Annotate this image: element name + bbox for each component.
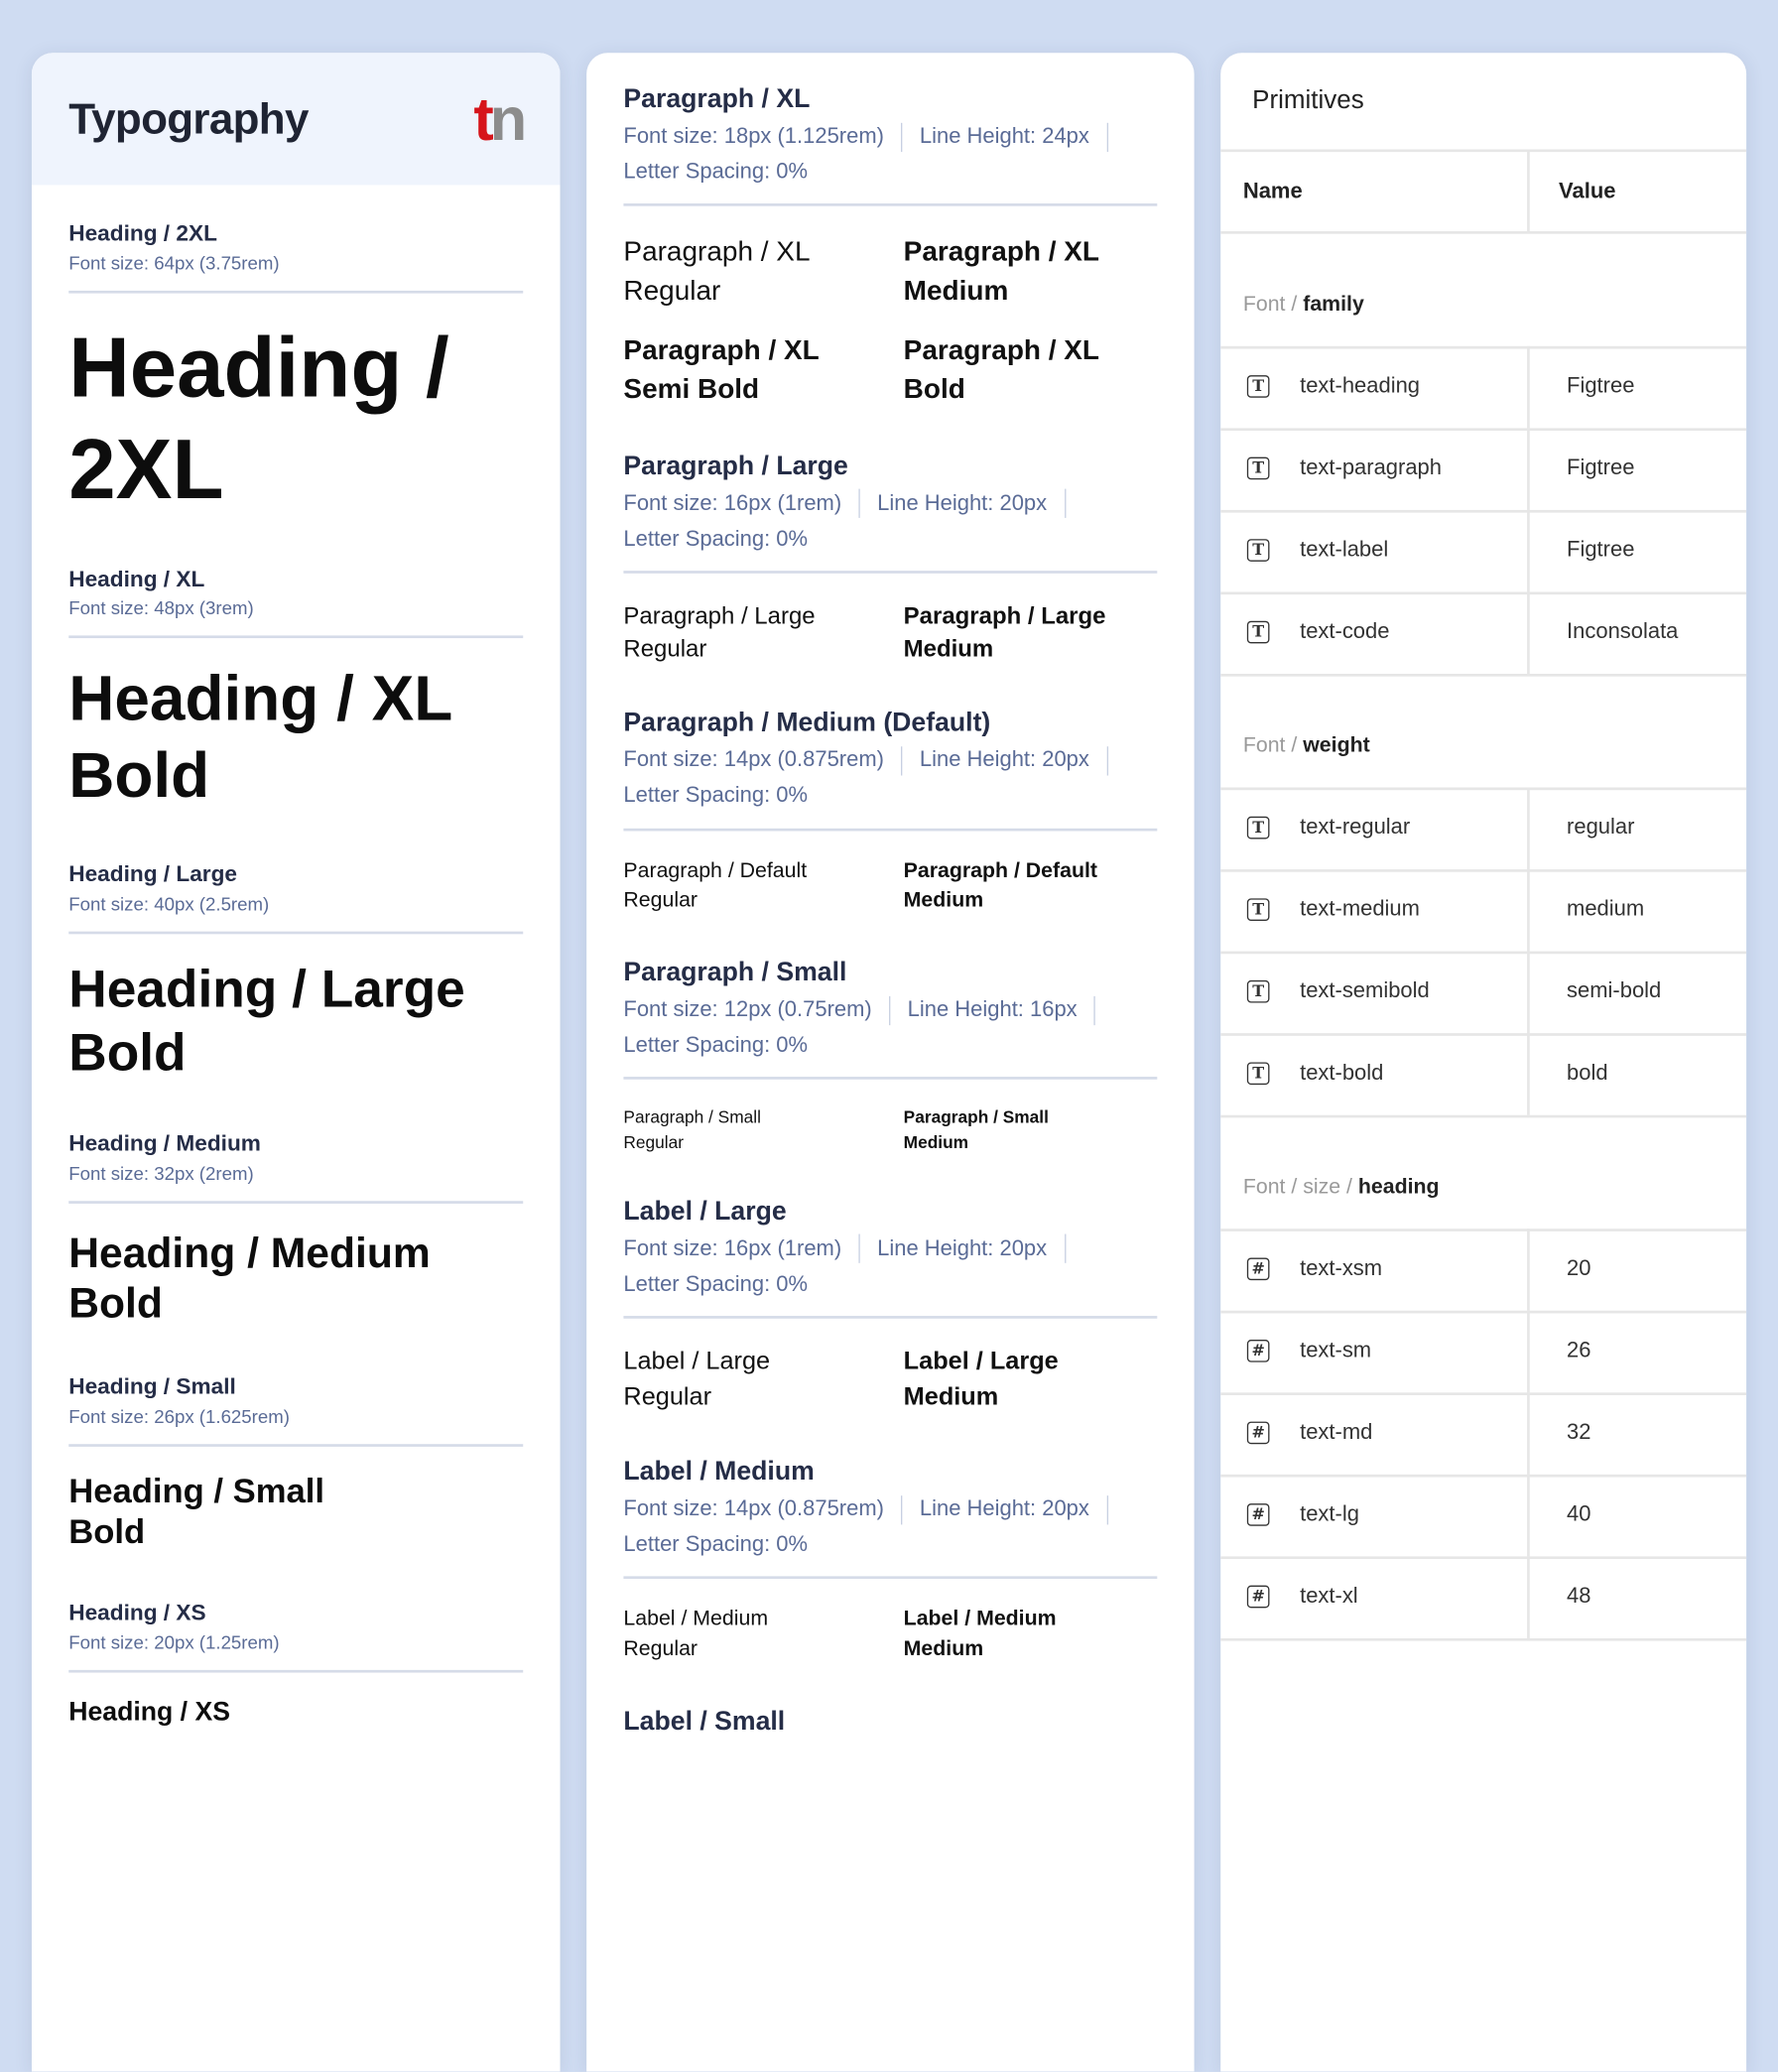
type-sample <box>904 856 1158 916</box>
divider <box>68 636 523 639</box>
row-value: 40 <box>1567 1501 1591 1526</box>
divider <box>1220 231 1746 234</box>
divider <box>1220 1115 1746 1118</box>
sample-line: Paragraph / Small <box>903 1107 1049 1128</box>
column-divider <box>1527 151 1530 233</box>
meta-item: Line Height: 20px <box>919 1496 1089 1521</box>
meta-item: Letter Spacing: 0% <box>623 784 809 809</box>
sample-line: Medium <box>903 1382 999 1411</box>
heading-sample-text: Heading / XL <box>68 665 453 735</box>
meta-item: Line Height: 20px <box>877 1235 1048 1260</box>
group-name: heading <box>1357 1175 1440 1199</box>
group-prefix: Font / size / <box>1242 1175 1358 1199</box>
heading-sample-text: Bold <box>68 1023 187 1082</box>
type-sample <box>623 599 877 666</box>
text-type-icon: T <box>1247 1062 1270 1085</box>
meta-item: Letter Spacing: 0% <box>623 1272 809 1297</box>
group-name: weight <box>1303 734 1370 757</box>
divider <box>68 291 523 294</box>
column-divider <box>1527 869 1530 952</box>
type-samples <box>623 1345 1157 1415</box>
meta-separator <box>1106 122 1107 151</box>
divider <box>68 1669 523 1672</box>
number-type-icon: # <box>1247 1340 1270 1362</box>
type-sample <box>623 331 877 409</box>
heading-style-meta: Font size: 64px (3.75rem) <box>68 252 280 274</box>
heading-style-meta: Font size: 32px (2rem) <box>68 1162 254 1184</box>
sample-line: Paragraph / XL <box>903 236 1100 268</box>
heading-style-block <box>68 1373 523 1553</box>
group-label <box>1243 294 1364 318</box>
meta-separator <box>901 746 902 775</box>
divider <box>68 1201 523 1204</box>
group-prefix: Font / <box>1242 734 1304 757</box>
table-row[interactable] <box>1220 1392 1746 1475</box>
type-style-section <box>623 82 1157 410</box>
column-divider <box>1527 1392 1530 1475</box>
row-name: text-label <box>1300 537 1389 562</box>
brand-logo <box>473 83 523 155</box>
meta-separator <box>1106 1495 1107 1524</box>
row-name: text-code <box>1300 619 1390 644</box>
row-name: text-medium <box>1300 897 1420 921</box>
meta-separator <box>858 489 859 518</box>
type-style-section <box>623 449 1157 666</box>
type-samples <box>623 599 1157 666</box>
row-value: 20 <box>1567 1256 1591 1281</box>
text-type-icon: T <box>1247 898 1270 921</box>
heading-style-block <box>68 1598 523 1727</box>
sample-line: Semi Bold <box>623 374 760 405</box>
column-divider <box>1527 510 1530 592</box>
row-name: text-sm <box>1300 1338 1372 1362</box>
column-divider <box>1527 1475 1530 1557</box>
type-samples <box>623 1106 1157 1154</box>
type-sample <box>623 1345 877 1415</box>
type-style-title: Paragraph / Large <box>623 452 848 481</box>
column-divider <box>1527 1229 1530 1311</box>
divider <box>623 1078 1157 1081</box>
table-row[interactable] <box>1220 1033 1746 1115</box>
sample-line: Regular <box>623 1637 698 1661</box>
sample-line: Paragraph / Large <box>623 602 816 629</box>
heading-style-block <box>68 859 523 1084</box>
table-row[interactable] <box>1220 1311 1746 1393</box>
heading-style-meta: Font size: 26px (1.625rem) <box>68 1405 290 1428</box>
meta-item: Font size: 16px (1rem) <box>623 1235 842 1260</box>
meta-item: Font size: 14px (0.875rem) <box>623 747 884 772</box>
logo-letter-n: n <box>489 84 524 154</box>
type-style-section <box>623 706 1157 916</box>
type-style-section <box>623 956 1157 1154</box>
heading-style-block <box>68 565 523 815</box>
column-divider <box>1527 428 1530 510</box>
row-name: text-paragraph <box>1300 455 1442 480</box>
heading-sample-text: Heading / Large <box>68 960 465 1018</box>
sample-line: Paragraph / XL <box>623 236 811 268</box>
typography-card-header <box>32 53 561 185</box>
meta-item: Letter Spacing: 0% <box>623 1033 809 1058</box>
type-sample <box>904 1106 1158 1154</box>
heading-sample-text: Heading / XS <box>68 1697 230 1727</box>
type-style-section <box>623 1705 1157 1740</box>
type-sample <box>623 856 877 916</box>
table-row[interactable] <box>1220 428 1746 510</box>
sample-line: Paragraph / Default <box>623 859 808 882</box>
group-label <box>1243 1176 1440 1200</box>
text-type-icon: T <box>1247 375 1270 398</box>
table-row[interactable] <box>1220 591 1746 674</box>
meta-item: Font size: 12px (0.75rem) <box>623 997 872 1022</box>
heading-style-title: Heading / Medium <box>68 1130 261 1156</box>
meta-separator <box>1106 746 1107 775</box>
row-value: 26 <box>1567 1338 1591 1362</box>
table-row[interactable] <box>1220 869 1746 952</box>
column-divider <box>1527 1033 1530 1115</box>
table-row[interactable] <box>1220 1475 1746 1557</box>
row-value: Figtree <box>1567 537 1635 562</box>
typography-card <box>32 53 561 2071</box>
meta-item: Line Height: 16px <box>907 997 1078 1022</box>
primitives-title: Primitives <box>1252 85 1364 115</box>
heading-sample-text: Bold <box>68 1278 163 1327</box>
meta-separator <box>901 1495 902 1524</box>
column-header-name: Name <box>1242 180 1303 204</box>
sample-line: Medium <box>903 1131 969 1152</box>
sample-line: Medium <box>903 275 1009 307</box>
heading-style-meta: Font size: 40px (2.5rem) <box>68 892 270 914</box>
text-type-icon: T <box>1247 817 1270 840</box>
logo-letter-t: t <box>473 84 490 154</box>
row-value: 32 <box>1567 1420 1591 1445</box>
column-divider <box>1527 788 1530 870</box>
row-value: bold <box>1567 1061 1608 1086</box>
type-style-meta <box>623 488 1157 555</box>
meta-item: Letter Spacing: 0% <box>623 1532 809 1557</box>
divider <box>623 828 1157 831</box>
table-row[interactable] <box>1220 788 1746 870</box>
row-name: text-xsm <box>1300 1256 1383 1281</box>
meta-item: Font size: 18px (1.125rem) <box>623 124 884 149</box>
sample-line: Medium <box>903 888 984 912</box>
table-row[interactable] <box>1220 952 1746 1034</box>
meta-separator <box>1064 489 1065 518</box>
table-row[interactable] <box>1220 510 1746 592</box>
row-value: regular <box>1567 815 1635 840</box>
divider <box>623 1577 1157 1580</box>
divider <box>68 1445 523 1448</box>
column-divider <box>1527 346 1530 429</box>
row-value: medium <box>1567 897 1645 921</box>
meta-separator <box>1064 1234 1065 1263</box>
heading-styles-list <box>32 185 561 1806</box>
heading-style-title: Heading / 2XL <box>68 220 217 246</box>
text-type-icon: T <box>1247 621 1270 644</box>
row-value: semi-bold <box>1567 978 1662 1003</box>
table-row[interactable] <box>1220 346 1746 429</box>
type-sample <box>623 1106 877 1154</box>
type-style-meta <box>623 1233 1157 1300</box>
row-value: 48 <box>1567 1584 1591 1609</box>
divider <box>623 1316 1157 1319</box>
heading-style-block <box>68 219 523 520</box>
sample-line: Label / Medium <box>903 1608 1057 1631</box>
divider <box>1220 1638 1746 1641</box>
column-divider <box>1527 1556 1530 1638</box>
type-samples <box>623 856 1157 916</box>
number-type-icon: # <box>1247 1503 1270 1526</box>
number-type-icon: # <box>1247 1422 1270 1445</box>
meta-separator <box>901 122 902 151</box>
column-header-value: Value <box>1559 180 1616 204</box>
heading-sample-text: Heading / Medium <box>68 1228 431 1276</box>
heading-style-title: Heading / XL <box>68 566 205 591</box>
type-samples <box>623 233 1157 410</box>
sample-line: Paragraph / XL <box>623 335 820 366</box>
column-divider <box>1527 1311 1530 1393</box>
text-type-icon: T <box>1247 457 1270 480</box>
sample-line: Label / Large <box>623 1348 771 1376</box>
sample-line: Bold <box>903 374 965 405</box>
type-sample <box>904 233 1158 311</box>
sample-line: Medium <box>903 1637 984 1661</box>
table-row[interactable] <box>1220 1229 1746 1311</box>
type-style-meta <box>623 121 1157 188</box>
heading-style-block <box>68 1129 523 1329</box>
row-name: text-regular <box>1300 815 1411 840</box>
paragraph-label-card <box>586 53 1194 2071</box>
group-prefix: Font / <box>1242 293 1304 317</box>
type-samples <box>623 1606 1157 1665</box>
meta-item: Line Height: 24px <box>919 124 1089 149</box>
column-divider <box>1527 952 1530 1034</box>
type-style-title: Paragraph / Medium (Default) <box>623 709 991 738</box>
divider <box>1220 149 1746 152</box>
row-value: Figtree <box>1567 455 1635 480</box>
meta-item: Letter Spacing: 0% <box>623 160 809 185</box>
meta-item: Font size: 14px (0.875rem) <box>623 1496 884 1521</box>
meta-separator <box>1094 996 1095 1025</box>
type-sample <box>623 1606 877 1665</box>
type-style-title: Label / Large <box>623 1197 787 1227</box>
sample-line: Regular <box>623 888 698 912</box>
row-name: text-md <box>1300 1420 1373 1445</box>
row-name: text-bold <box>1300 1061 1384 1086</box>
sample-line: Regular <box>623 635 707 663</box>
primitives-card <box>1220 53 1746 2071</box>
type-style-meta <box>623 995 1157 1062</box>
text-type-icon: T <box>1247 539 1270 562</box>
type-style-meta <box>623 1494 1157 1561</box>
type-style-title: Label / Small <box>623 1707 786 1737</box>
row-name: text-heading <box>1300 373 1421 398</box>
sample-line: Label / Large <box>903 1348 1059 1376</box>
meta-item: Line Height: 20px <box>919 747 1089 772</box>
group-name: family <box>1303 293 1364 317</box>
sample-line: Regular <box>623 275 721 307</box>
sample-line: Label / Medium <box>623 1608 769 1631</box>
sample-line: Medium <box>903 635 994 663</box>
heading-style-title: Heading / Small <box>68 1374 236 1400</box>
sample-line: Paragraph / Small <box>623 1107 761 1128</box>
type-sample <box>904 1606 1158 1665</box>
heading-sample-text: Heading / 2XL <box>68 320 449 517</box>
meta-item: Font size: 16px (1rem) <box>623 490 842 515</box>
group-label <box>1243 734 1370 758</box>
row-name: text-xl <box>1300 1584 1358 1609</box>
row-value: Inconsolata <box>1567 619 1679 644</box>
meta-item: Letter Spacing: 0% <box>623 527 809 551</box>
type-style-section <box>623 1455 1157 1665</box>
meta-separator <box>889 996 890 1025</box>
type-style-section <box>623 1194 1157 1415</box>
sample-line: Paragraph / Large <box>903 602 1106 629</box>
number-type-icon: # <box>1247 1586 1270 1609</box>
type-sample <box>623 233 877 311</box>
text-type-icon: T <box>1247 980 1270 1003</box>
heading-style-title: Heading / Large <box>68 860 238 886</box>
sample-line: Paragraph / Default <box>903 859 1097 882</box>
type-sample <box>904 1345 1158 1415</box>
divider <box>623 203 1157 206</box>
sample-line: Regular <box>623 1382 712 1411</box>
number-type-icon: # <box>1247 1257 1270 1280</box>
heading-sample-text: Heading / Small <box>68 1471 325 1511</box>
heading-style-meta: Font size: 20px (1.25rem) <box>68 1630 280 1652</box>
heading-style-title: Heading / XS <box>68 1599 206 1625</box>
type-style-title: Paragraph / Small <box>623 958 847 987</box>
divider <box>623 571 1157 574</box>
type-style-title: Label / Medium <box>623 1457 815 1488</box>
type-sample <box>904 331 1158 409</box>
meta-item: Line Height: 20px <box>877 490 1048 515</box>
divider <box>68 931 523 934</box>
type-style-meta <box>623 745 1157 812</box>
divider <box>1220 674 1746 677</box>
heading-sample-text: Bold <box>68 740 210 812</box>
table-row[interactable] <box>1220 1556 1746 1638</box>
sample-line: Regular <box>623 1131 685 1152</box>
row-name: text-lg <box>1300 1501 1359 1526</box>
page-title: Typography <box>68 93 309 143</box>
type-sample <box>904 599 1158 666</box>
row-value: Figtree <box>1567 373 1635 398</box>
column-divider <box>1527 591 1530 674</box>
heading-sample-text: Bold <box>68 1511 146 1552</box>
heading-style-meta: Font size: 48px (3rem) <box>68 597 254 619</box>
type-style-title: Paragraph / XL <box>623 84 811 114</box>
sample-line: Paragraph / XL <box>903 335 1100 366</box>
row-name: text-semibold <box>1300 978 1430 1003</box>
meta-separator <box>858 1234 859 1263</box>
